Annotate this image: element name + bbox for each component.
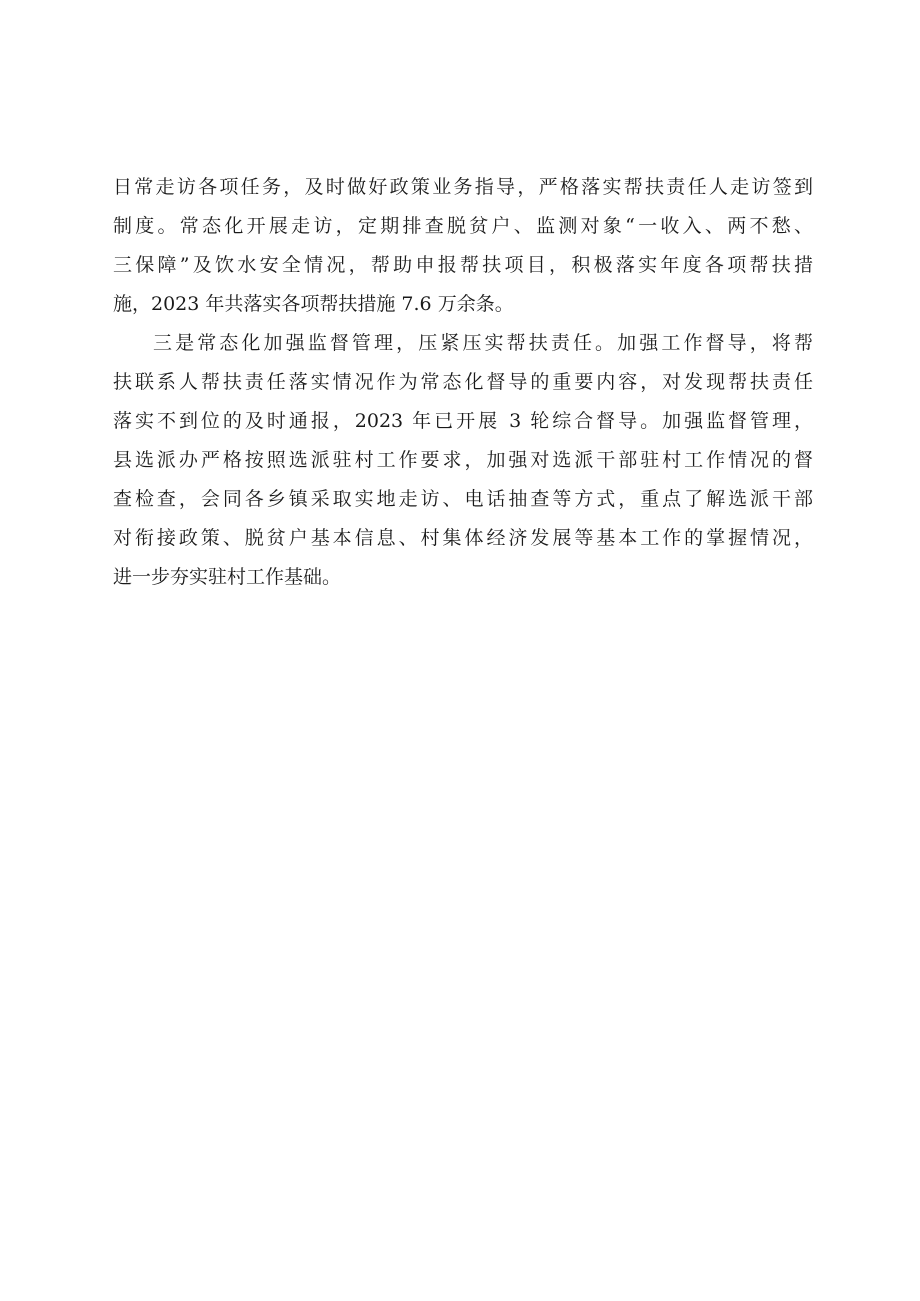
paragraph-2 [113,324,813,597]
paragraph-line: 三保障”及饮水安全情况，帮助申报帮扶项目，积极落实年度各项帮扶措 [113,254,813,276]
paragraph-line: 县选派办严格按照选派驻村工作要求，加强对选派干部驻村工作情况的督 [113,449,813,471]
paragraph-line: 查检查，会同各乡镇采取实地走访、电话抽查等方式，重点了解选派干部 [113,488,813,510]
paragraph-line: 进一步夯实驻村工作基础。 [113,566,342,588]
paragraph-line: 日常走访各项任务，及时做好政策业务指导，严格落实帮扶责任人走访签到 [113,176,813,198]
paragraph-line: 三是常态化加强监督管理，压紧压实帮扶责任。加强工作督导，将帮 [153,332,813,354]
paragraph-line: 扶联系人帮扶责任落实情况作为常态化督导的重要内容，对发现帮扶责任 [113,371,813,393]
paragraph-line: 对衔接政策、脱贫户基本信息、村集体经济发展等基本工作的掌握情况， [113,527,813,549]
paragraph-line: 落实不到位的及时通报，2023 年已开展 3 轮综合督导。加强监督管理， [113,410,813,432]
document-body [113,168,813,597]
paragraph-line: 施，2023 年共落实各项帮扶措施 7.6 万余条。 [113,293,514,315]
paragraph-1 [113,168,813,324]
paragraph-line: 制度。常态化开展走访，定期排查脱贫户、监测对象“一收入、两不愁、 [113,215,813,237]
